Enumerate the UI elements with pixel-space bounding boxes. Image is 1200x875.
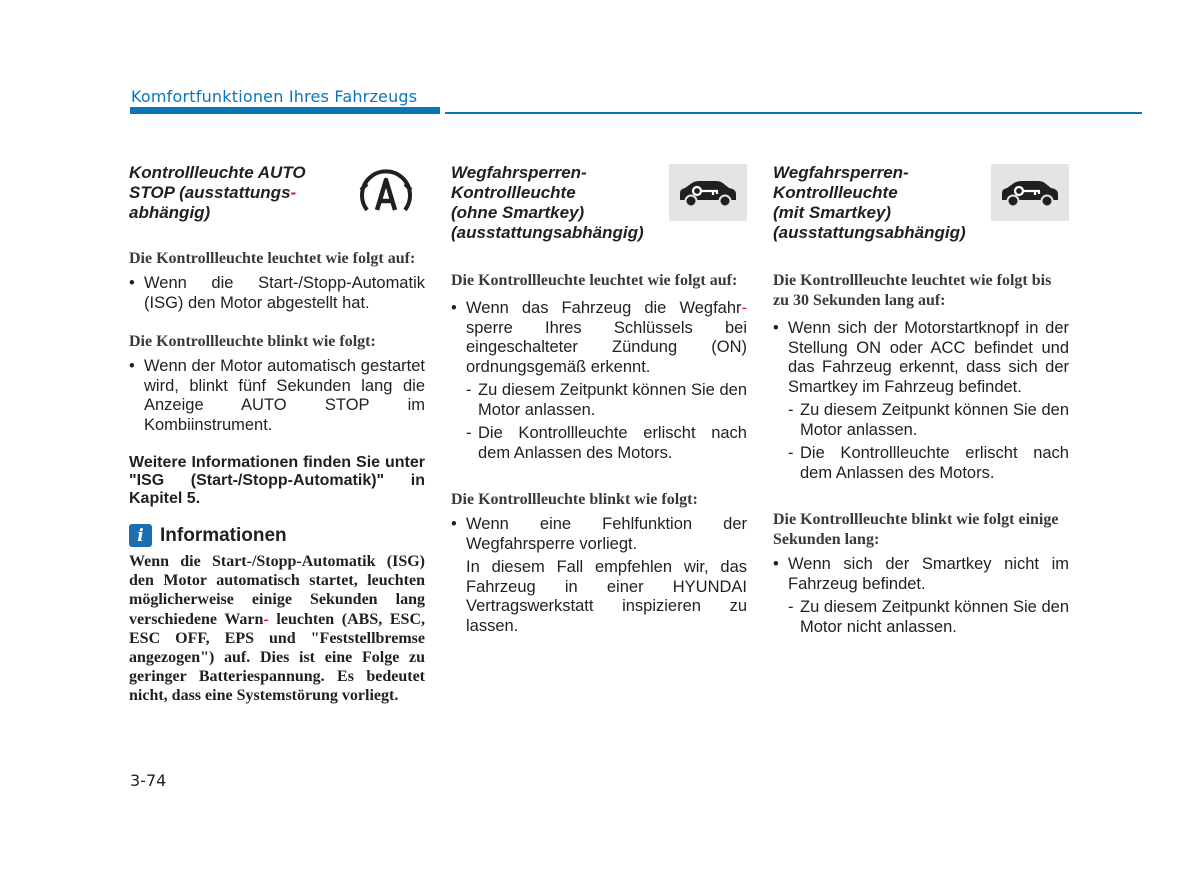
section-title: Wegfahrsperren- Kontrollleuchte (ohne Smartkey) (ausstattungsabhängig) [451,163,644,242]
auto-stop-icon [347,162,425,219]
info-text: Wenn die Start-/Stopp-Automatik (ISG) den Motor automatisch startet, leuchten möglicherweise einige Sekunden lang verschiedene Warn- leuchten (ABS, ESC, ESC OFF, EPS und "Feststellbremse angezogen") auf. Dies ist eine Folge zu geringer Batteriespannung. Es bedeutet nicht, dass eine Systemstörung vorliegt. [129,553,425,705]
blink-label: Die Kontrollleuchte blinkt wie folgt: [451,491,698,508]
list-subitem: - Zu diesem Zeitpunkt können Sie den Motor anlassen. [466,381,747,419]
list-subitem: - Die Kontrollleuchte erlischt nach dem Anlassen des Motors. [788,444,1069,482]
column-auto-stop [129,163,425,706]
section-header [773,163,1069,271]
page-number: 3-74 [130,771,167,790]
column-immobilizer-no-smartkey [451,163,747,636]
light-on-label: Die Kontrollleuchte leuchtet wie folgt auf: [451,272,738,289]
info-heading [129,524,425,547]
list-subitem: - Die Kontrollleuchte erlischt nach dem Anlassen des Motors. [466,424,747,462]
list-item: • Wenn sich der Motorstartknopf in der Stellung ON oder ACC befindet und das Fahrzeug erkennt, dass sich der Smartkey im Fahrzeug befindet. [773,319,1069,396]
list-item: • Wenn das Fahrzeug die Wegfahr- sperre Ihres Schlüssels bei eingeschalteter Zündung (ON) ordnungsgemäß erkennt. [451,299,747,376]
list-subitem: - Zu diesem Zeitpunkt können Sie den Motor nicht anlassen. [788,598,1069,636]
chapter-title: Komfortfunktionen Ihres Fahrzeugs [131,87,418,106]
list-subitem: - Zu diesem Zeitpunkt können Sie den Motor anlassen. [788,401,1069,439]
info-icon: i [129,524,152,547]
section-title: Kontrollleuchte AUTO STOP (ausstattungs- abhängig) [129,163,306,222]
header-rule-thin [445,112,1142,114]
immobilizer-car-key-icon [991,164,1069,221]
blink-label: Die Kontrollleuchte blinkt wie folgt: [129,333,376,350]
list-item: • Wenn sich der Smartkey nicht im Fahrzeug befindet. [773,555,1069,593]
immobilizer-car-key-icon [669,164,747,221]
light-on-label: Die Kontrollleuchte leuchtet wie folgt auf: [129,250,416,267]
list-item: • Wenn die Start-/Stopp-Automatik (ISG) den Motor abgestellt hat. [129,274,425,312]
list-item: • Wenn der Motor automatisch gestartet wird, blinkt fünf Sekunden lang die Anzeige AUTO STOP im Kombiinstrument. [129,357,425,434]
more-info-note: Weitere Informationen finden Sie unter "ISG (Start-/Stopp-Automatik)" in Kapitel 5. [129,454,425,507]
section-header [451,163,747,271]
blink-label: Die Kontrollleuchte blinkt wie folgt einige Sekunden lang: [773,511,1059,548]
header-bar-thick [130,107,440,114]
list-item: • Wenn eine Fehlfunktion der Wegfahrsperre vorliegt. [451,515,747,553]
light-on-label: Die Kontrollleuchte leuchtet wie folgt bis zu 30 Sekunden lang auf: [773,272,1052,309]
workshop-note: In diesem Fall empfehlen wir, das Fahrzeug in einer HYUNDAI Vertragswerkstatt inspizieren zu lassen. [466,558,747,635]
section-header [129,163,425,249]
section-title: Wegfahrsperren- Kontrollleuchte (mit Smartkey) (ausstattungsabhängig) [773,163,966,242]
column-immobilizer-smartkey [773,163,1069,637]
info-title: Informationen [160,524,287,546]
